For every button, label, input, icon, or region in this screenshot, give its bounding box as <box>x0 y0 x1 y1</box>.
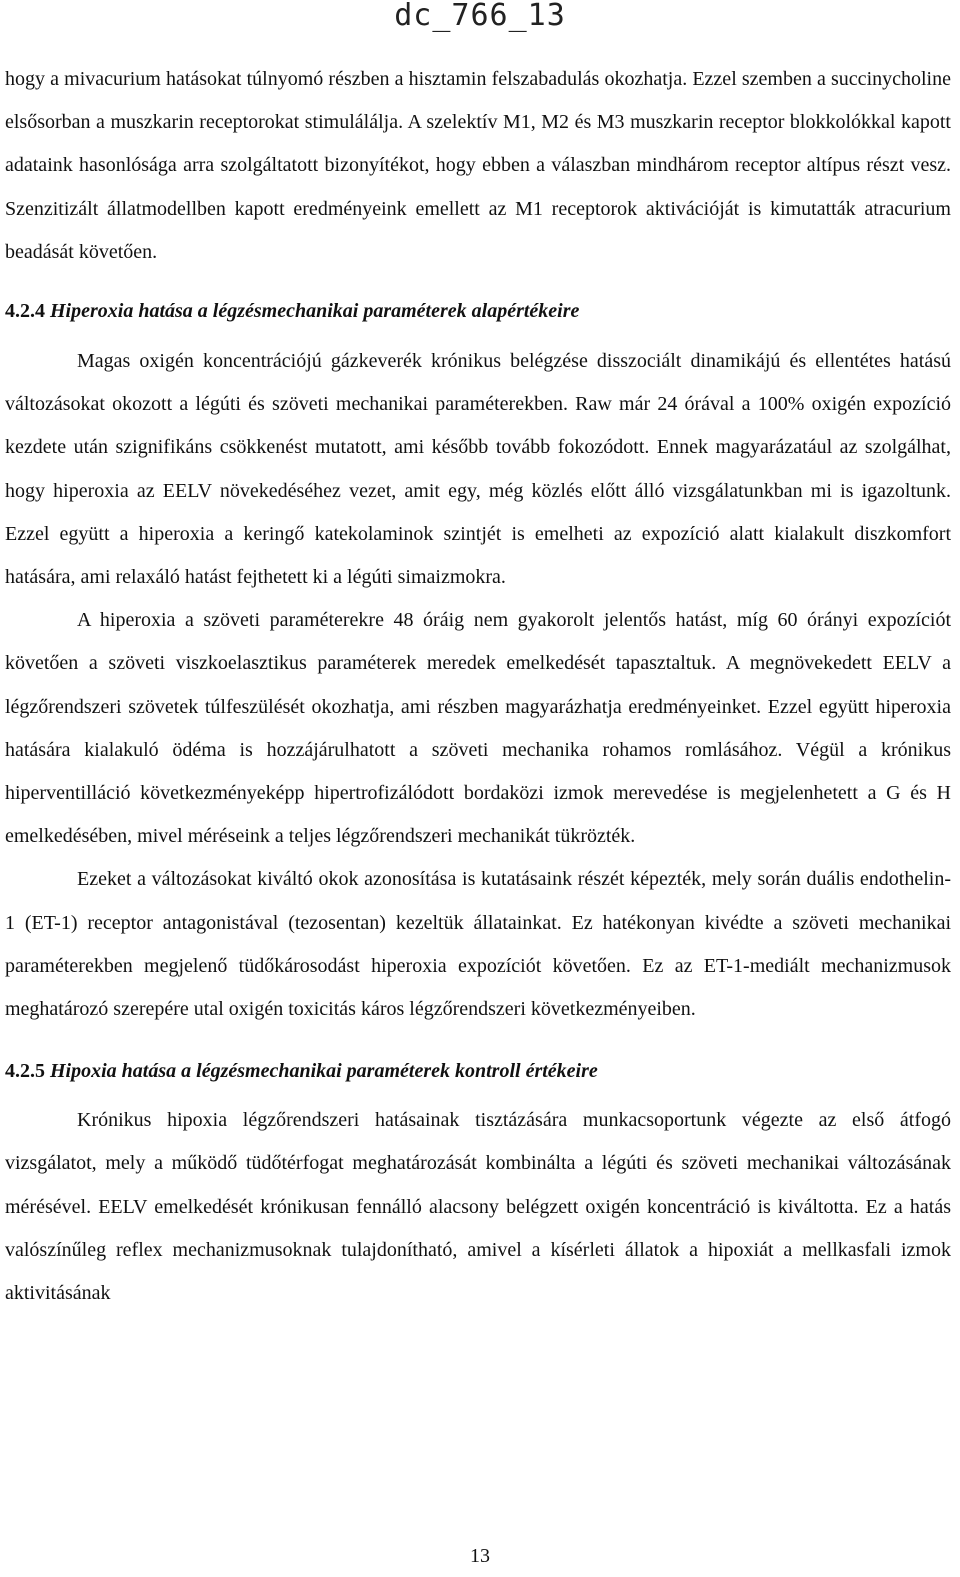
page-body <box>5 58 951 1315</box>
section-heading-4-2-4 <box>5 296 951 326</box>
document-id-header: dc_766_13 <box>394 0 566 33</box>
section-number: 4.2.4 <box>5 300 45 323</box>
page-number: 13 <box>470 1545 490 1567</box>
section-title: Hiperoxia hatása a légzésmechanikai paraméterek alapértékeire <box>50 300 580 323</box>
paragraph-intro-continuation: hogy a mivacurium hatásokat túlnyomó részben a hisztamin felszabadulás okozhatja. Ezzel szemben a succinycholine elsősorban a muszkarin receptorokat stimulálálja. A szelektív M1, M2 és M3 muszkarin receptor blokkolókkal kapott adataink hasonlósága arra szolgáltatott bizonyítékot, hogy ebben a válaszban mindhárom receptor altípus részt vesz. Szenzitizált állatmodellben kapott eredményeink emellett az M1 receptorok aktivációját is kimutatták atracurium beadását követően. <box>5 68 951 263</box>
paragraph-endothelin: Ezeket a változásokat kiváltó okok azonosítása is kutatásaink részét képezték, mely során duális endothelin-1 (ET-1) receptor antagonistával (tezosentan) kezeltük állatainkat. Ez hatékonyan kivédte a szöveti mechanikai paraméterekben megjelenő tüdőkárosodást hiperoxia expozíciót követően. Ez az ET-1-mediált mechanizmusok meghatározó szerepére utal oxigén toxicitás káros légzőrendszeri következményeiben. <box>5 868 951 1021</box>
paragraph-hypoxia: Krónikus hipoxia légzőrendszeri hatásainak tisztázására munkacsoportunk végezte az első átfogó vizsgálatot, mely a működő tüdőtérfogat meghatározását kombinálta a légúti és szöveti mechanikai változásának mérésével. EELV emelkedését krónikusan fennálló alacsony belégzett oxigén koncentráció is kiváltotta. Ez a hatás valószínűleg reflex mechanizmusoknak tulajdonítható, amivel a kísérleti állatok a hipoxiát a mellkasfali izmok aktivitásának <box>5 1109 951 1305</box>
section-heading-4-2-5 <box>5 1056 951 1086</box>
section-title: Hipoxia hatása a légzésmechanikai paraméterek kontroll értékeire <box>50 1060 598 1083</box>
paragraph-hyperoxia-tissue: A hiperoxia a szöveti paraméterekre 48 óráig nem gyakorolt jelentős hatást, míg 60 órányi expozíciót követően a szöveti viszkoelasztikus paraméterek meredek emelkedését tapasztaltuk. A megnövekedett EELV a légzőrendszeri szövetek túlfeszülését okozhatja, ami részben magyarázhatja eredményeinket. Ezzel együtt hiperoxia hatására kialakuló ödéma is hozzájárulhatott a szöveti mechanika rohamos romlásához. Végül a krónikus hiperventilláció következményeképp hipertrofizálódott bordaközi izmok merevedése is megjelenhetett a G és H emelkedésében, mivel méréseink a teljes légzőrendszeri mechanikát tükrözték. <box>5 609 951 848</box>
paragraph-hyperoxia-airway: Magas oxigén koncentrációjú gázkeverék krónikus belégzése disszociált dinamikájú és ellentétes hatású változásokat okozott a légúti és szöveti mechanikai paraméterekben. Raw már 24 órával a 100% oxigén expozíció kezdete után szignifikáns csökkenést mutatott, ami később tovább fokozódott. Ennek magyarázatául az szolgálhat, hogy hiperoxia az EELV növekedéséhez vezet, amit egy, még közlés előtt álló vizsgálatunkban mi is igazoltunk. Ezzel együtt a hiperoxia a keringő katekolaminok szintjét is emelheti az expozíció alatt kialakult diszkomfort hatására, ami relaxáló hatást fejthetett ki a légúti simaizmokra. <box>5 350 951 589</box>
section-number: 4.2.5 <box>5 1060 45 1083</box>
